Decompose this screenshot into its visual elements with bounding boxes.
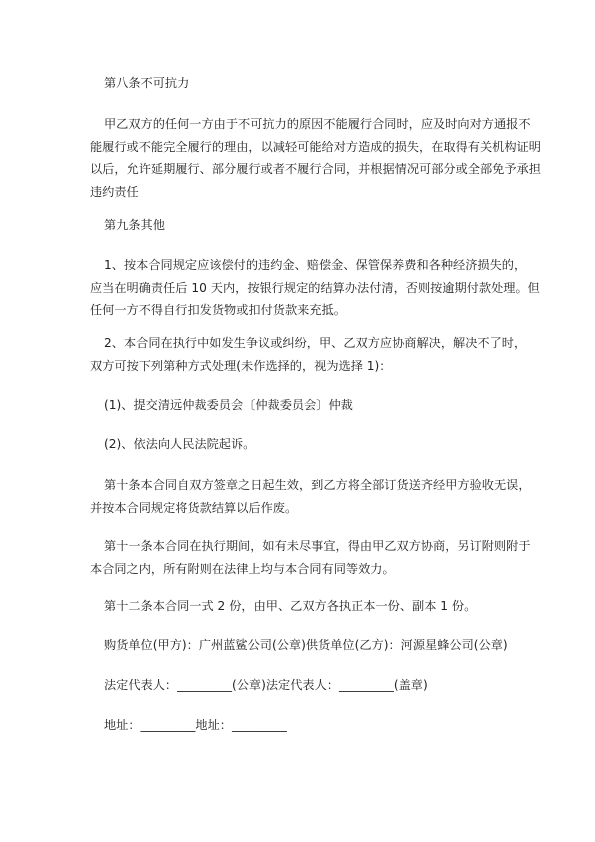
section-10 bbox=[90, 474, 530, 519]
paragraph-line: 任何一方不得自行扣发货物或扣付货款来充抵。 bbox=[90, 303, 346, 317]
option-2: (2)、依法向人民法院起诉。 bbox=[104, 437, 256, 451]
paragraph-line: 双方可按下列第种方式处理(未作选择的，视为选择 1)： bbox=[90, 358, 392, 373]
section-11 bbox=[90, 535, 530, 580]
paragraph-line: 以后，允许延期履行、部分履行或者不履行合同，并根据情况可部分或全部免予承担 bbox=[90, 162, 541, 176]
paragraph-line: 第十条本合同自双方签章之日起生效，到乙方将全部订货送齐经甲方验收无误， bbox=[104, 478, 531, 492]
paragraph-line: 1、按本合同规定应该偿付的违约金、赔偿金、保管保养费和各种经济损失的， bbox=[104, 258, 527, 272]
paragraph-line: 并按本合同规定将货款结算以后作废。 bbox=[90, 500, 298, 515]
section-9-title: 第九条其他 bbox=[104, 218, 165, 232]
signature-parties: 购货单位(甲方)：广州蓝鲨公司(公章)供货单位(乙方)：河源星蜂公司(公章) bbox=[104, 638, 508, 652]
section-9-item-2 bbox=[90, 332, 530, 377]
section-9-item-1 bbox=[90, 254, 540, 322]
paragraph-line: 甲乙双方的任何一方由于不可抗力的原因不能履行合同时，应及时向对方通报不 bbox=[104, 117, 531, 131]
section-8-title: 第八条不可抗力 bbox=[104, 76, 190, 90]
section-12: 第十二条本合同一式 2 份，由甲、乙双方各执正本一份、副本 1 份。 bbox=[104, 599, 477, 613]
paragraph-line: 应当在明确责任后 10 天内，按银行规定的结算办法付清，否则按逾期付款处理。但 bbox=[90, 280, 540, 295]
option-1: (1)、提交清远仲裁委员会〔仲裁委员会〕仲裁 bbox=[104, 398, 353, 412]
paragraph-line: 能履行或不能完全履行的理由，以减轻可能给对方造成的损失，在取得有关机构证明 bbox=[90, 139, 541, 154]
paragraph-line: 本合同之内，所有附则在法律上均与本合同有同等效力。 bbox=[90, 561, 395, 576]
paragraph-line: 2、本合同在执行中如发生争议或纠纷，甲、乙双方应协商解决，解决不了时， bbox=[104, 336, 527, 350]
signature-representatives: 法定代表人：_________(公章)法定代表人：_________(盖章) bbox=[104, 678, 428, 692]
paragraph-line: 违约责任 bbox=[90, 184, 139, 199]
signature-addresses: 地址：_________地址：_________ bbox=[104, 718, 287, 732]
section-8-body bbox=[90, 113, 541, 203]
paragraph-line: 第十一条本合同在执行期间，如有未尽事宜，得由甲乙双方协商，另订附则附于 bbox=[104, 539, 531, 553]
